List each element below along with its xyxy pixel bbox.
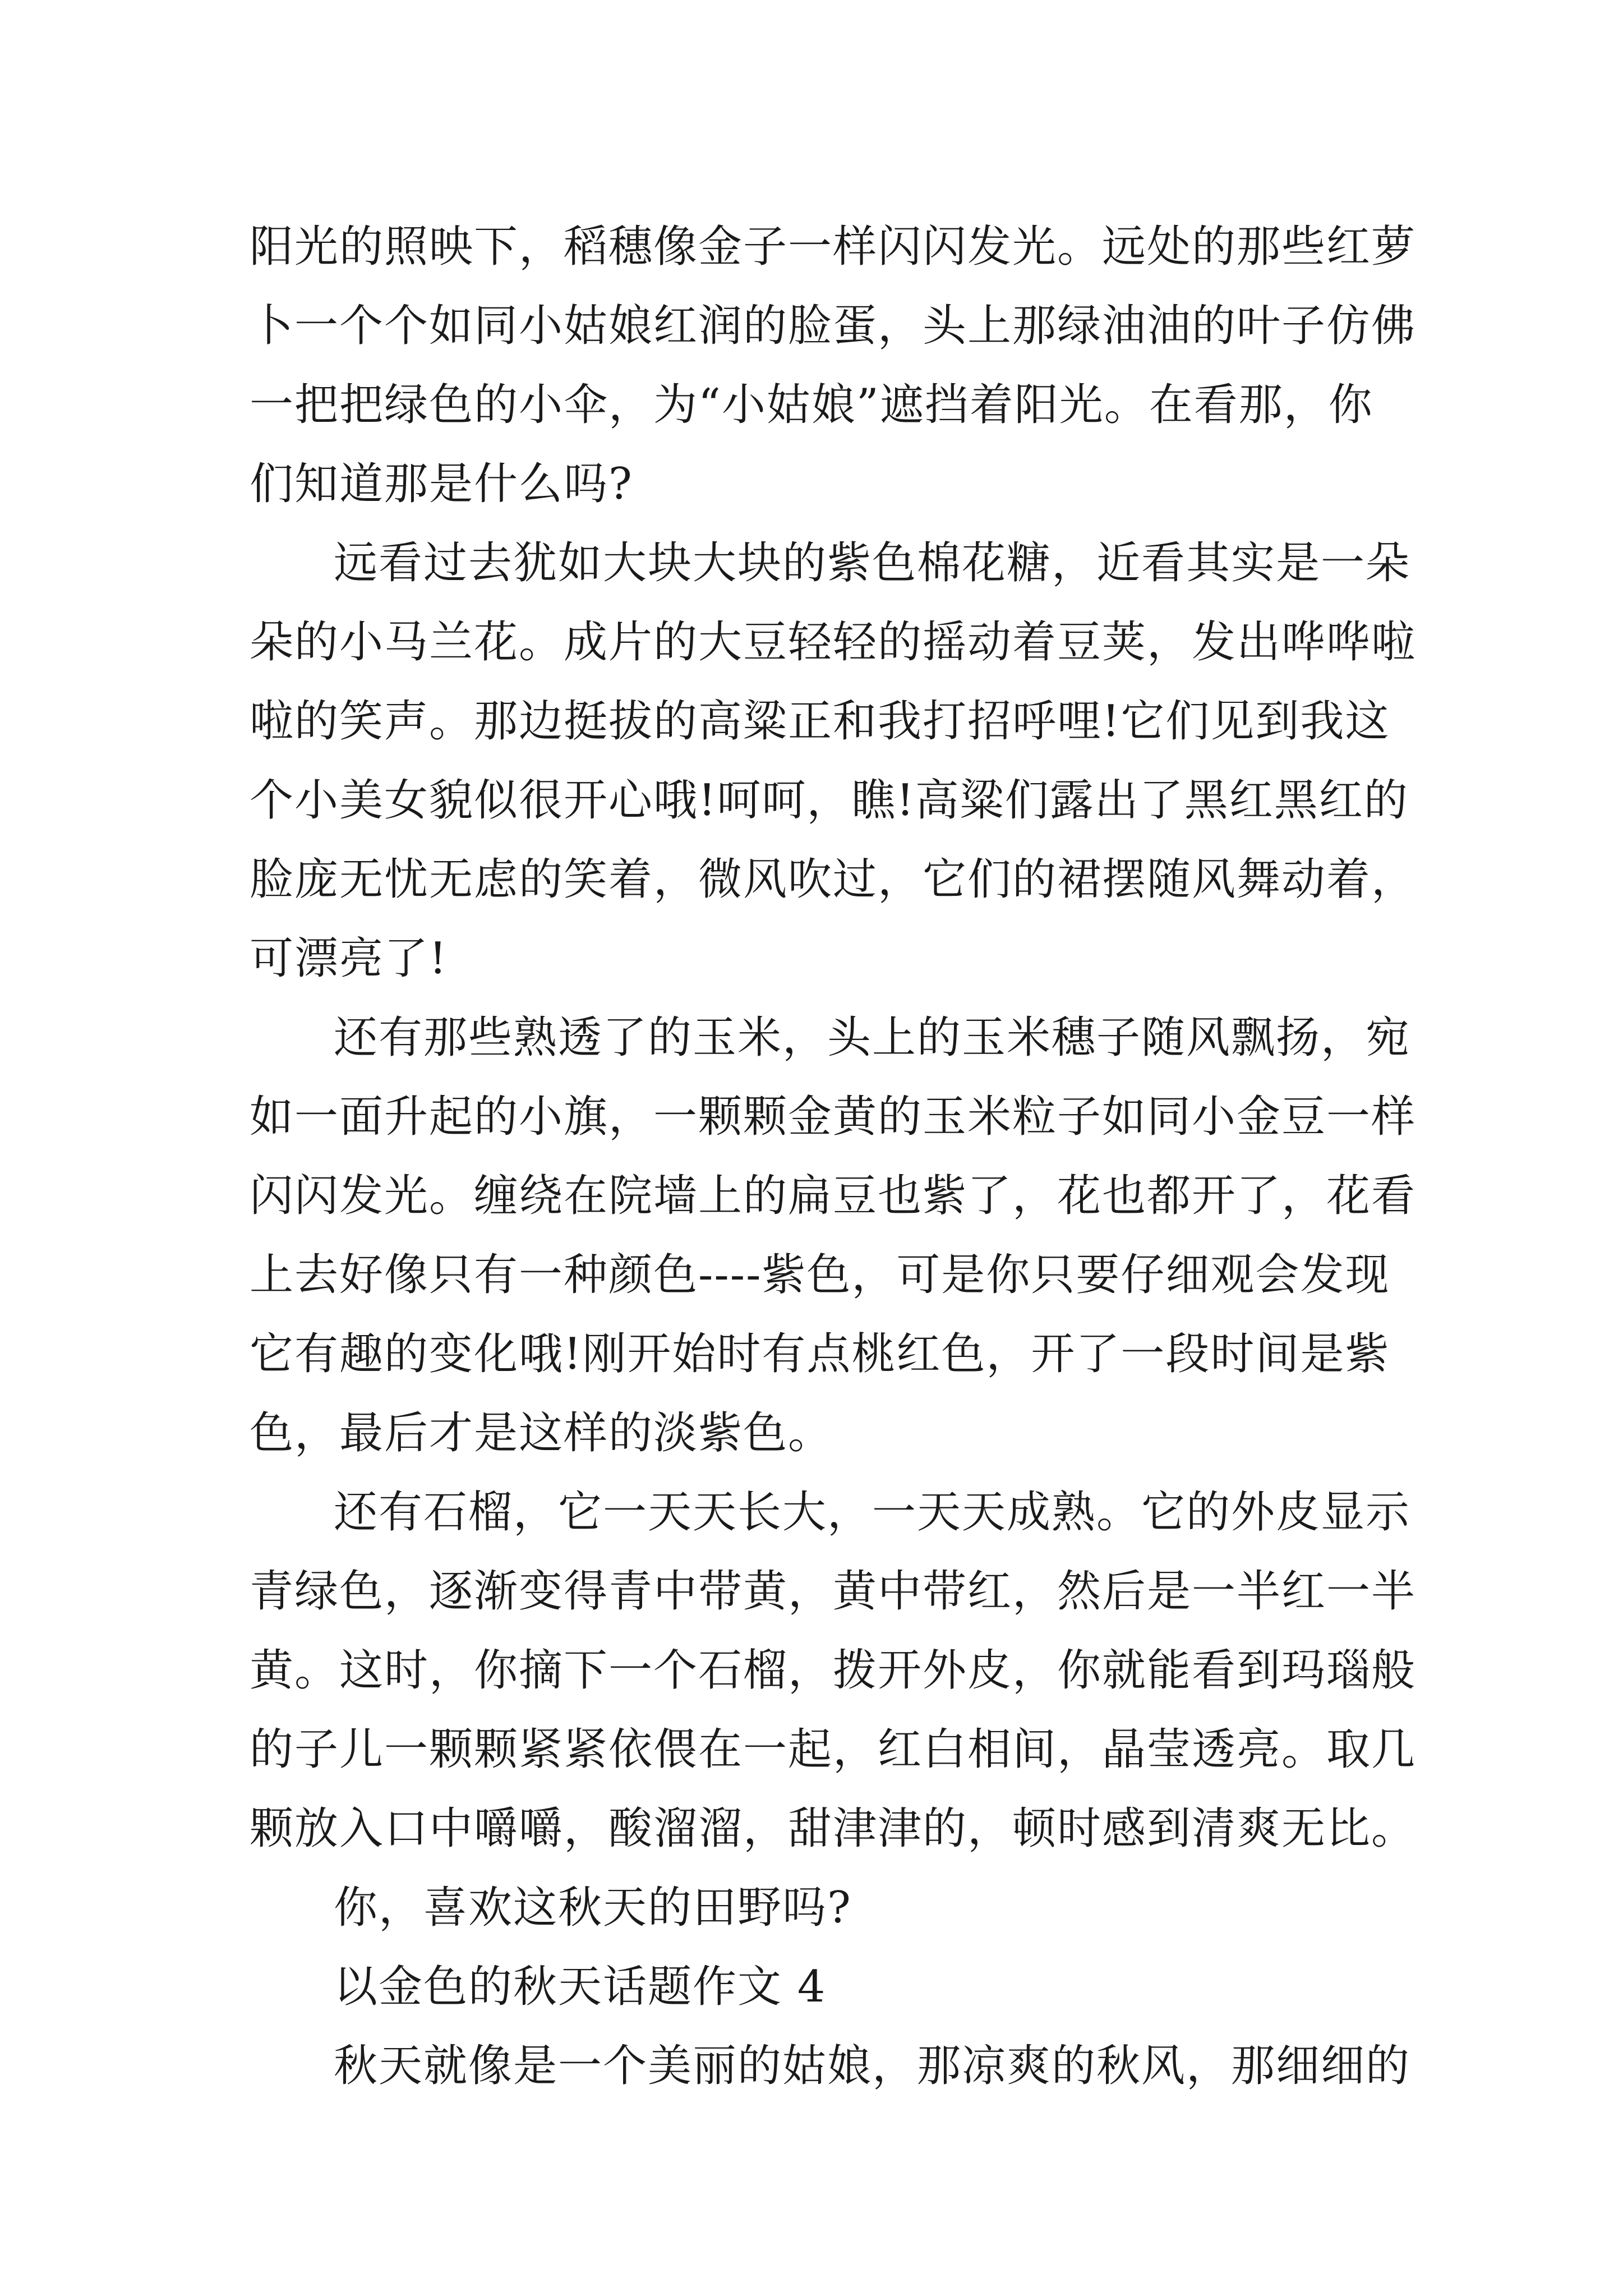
document-body: [250, 208, 1417, 2106]
text-line: 可漂亮了!: [250, 933, 448, 984]
text-line: 的子儿一颗颗紧紧依偎在一起，红白相间，晶莹透亮。取几: [250, 1724, 1417, 1775]
text-line: 啦的笑声。那边挺拔的高粱正和我打招呼哩!它们见到我这: [250, 696, 1390, 747]
text-line: 们知道那是什么吗?: [250, 459, 633, 509]
text-line: 朵的小马兰花。成片的大豆轻轻的摇动着豆荚，发出哗哗啦: [250, 617, 1417, 668]
text-line: 它有趣的变化哦!刚开始时有点桃红色，开了一段时间是紫: [250, 1329, 1390, 1379]
paragraph-start-line: 秋天就像是一个美丽的姑娘，那凉爽的秋风，那细细的: [334, 2041, 1411, 2091]
text-line: 阳光的照映下，稻穗像金子一样闪闪发光。远处的那些红萝: [250, 222, 1417, 272]
text-line: 如一面升起的小旗，一颗颗金黄的玉米粒子如同小金豆一样: [250, 1092, 1417, 1142]
text-line: 上去好像只有一种颜色----紫色，可是你只要仔细观会发现: [250, 1250, 1390, 1300]
paragraph-start-line: 还有那些熟透了的玉米，头上的玉米穗子随风飘扬，宛: [334, 1013, 1411, 1063]
text-line: 一把把绿色的小伞，为“小姑娘”遮挡着阳光。在看那，你: [250, 380, 1373, 430]
text-line: 卜一个个如同小姑娘红润的脸蛋，头上那绿油油的叶子仿佛: [250, 301, 1417, 351]
text-line: 个小美女貌似很开心哦!呵呵，瞧!高粱们露出了黑红黑红的: [250, 775, 1409, 826]
text-line: 青绿色，逐渐变得青中带黄，黄中带红，然后是一半红一半: [250, 1566, 1417, 1617]
text-line: 色，最后才是这样的淡紫色。: [250, 1408, 833, 1458]
paragraph-start-line: 你，喜欢这秋天的田野吗?: [334, 1883, 852, 1933]
section-heading: 以金色的秋天话题作文 4: [334, 1962, 827, 2012]
text-line: 颗放入口中嚼嚼，酸溜溜，甜津津的，顿时感到清爽无比。: [250, 1803, 1417, 1854]
paragraph-start-line: 远看过去犹如大块大块的紫色棉花糖，近看其实是一朵: [334, 538, 1411, 588]
text-line: 脸庞无忧无虑的笑着，微风吹过，它们的裙摆随风舞动着，: [250, 854, 1417, 905]
paragraph-start-line: 还有石榴，它一天天长大，一天天成熟。它的外皮显示: [334, 1487, 1411, 1538]
text-line: 闪闪发光。缠绕在院墙上的扁豆也紫了，花也都开了，花看: [250, 1171, 1417, 1221]
text-line: 黄。这时，你摘下一个石榴，拨开外皮，你就能看到玛瑙般: [250, 1645, 1417, 1696]
